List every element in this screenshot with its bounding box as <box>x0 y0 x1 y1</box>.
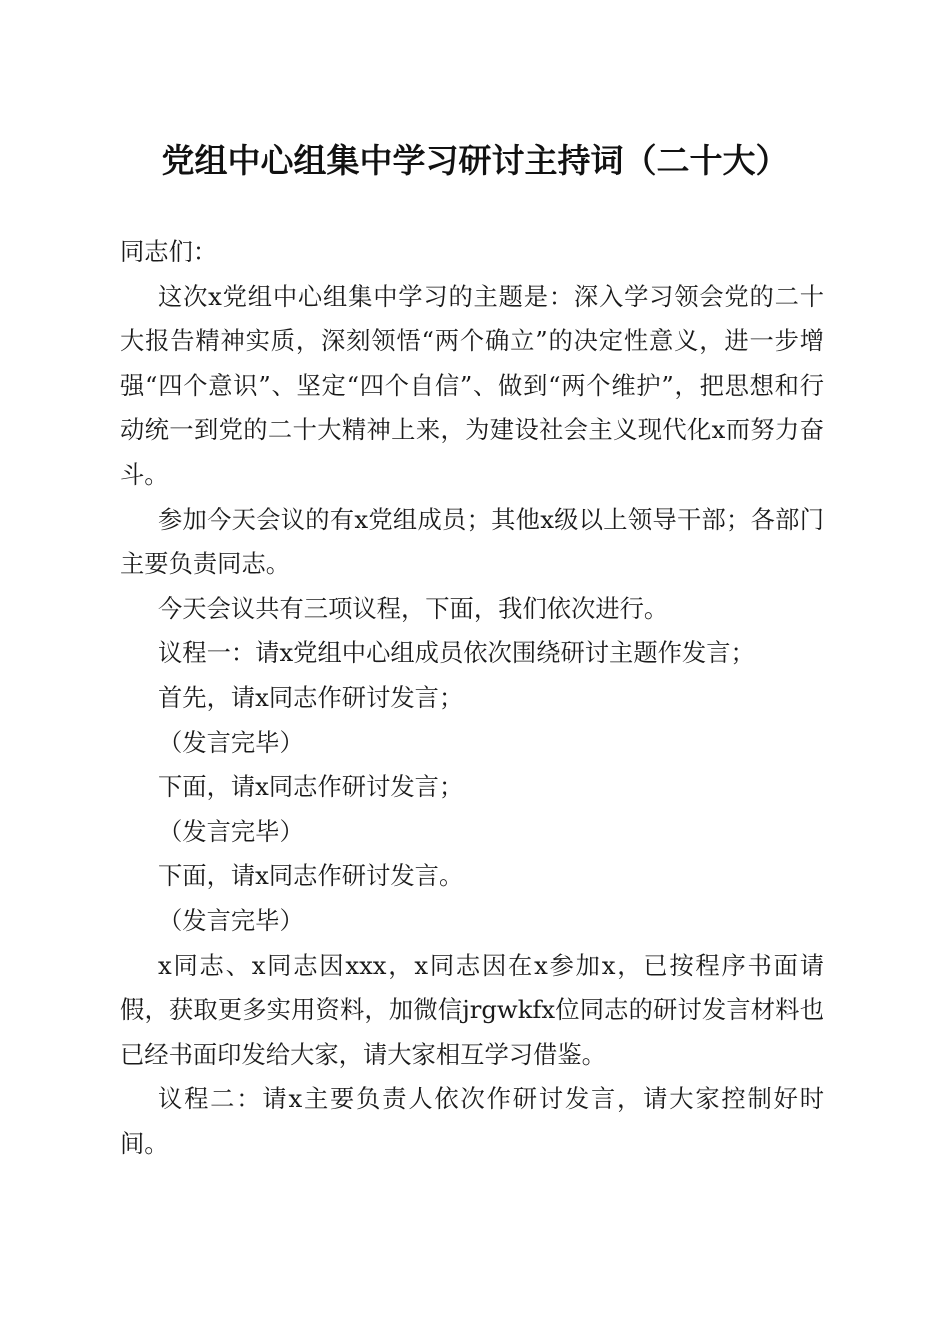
paragraph-next-speaker: 下面，请x同志作研讨发言； <box>158 772 464 802</box>
paragraph-next-speaker: 下面，请x同志作研讨发言。 <box>158 861 464 891</box>
paragraph-agenda-intro: 今天会议共有三项议程，下面，我们依次进行。 <box>158 593 669 623</box>
salutation: 同志们： <box>120 237 218 266</box>
paragraph-speech-done: （发言完毕） <box>158 905 304 935</box>
paragraph-speech-done: （发言完毕） <box>158 816 304 846</box>
paragraph-agenda-one: 议程一：请x党组中心组成员依次围绕研讨主题作发言； <box>158 638 755 668</box>
document-body <box>120 230 824 1166</box>
paragraph-attendees: 参加今天会议的有x党组成员；其他x级以上领导干部；各部门主要负责同志。 <box>120 504 824 579</box>
paragraph-leave-note: x同志、x同志因xxx，x同志因在x参加x，已按程序书面请假，获取更多实用资料，加微信jrgwkfx位同志的研讨发言材料也已经书面印发给大家，请大家相互学习借鉴。 <box>120 950 824 1069</box>
document-title: 党组中心组集中学习研讨主持词（二十大） <box>161 141 789 180</box>
paragraph-first-speaker: 首先，请x同志作研讨发言； <box>158 682 464 712</box>
paragraph-agenda-two: 议程二：请x主要负责人依次作研讨发言，请大家控制好时间。 <box>120 1084 824 1158</box>
paragraph-theme: 这次x党组中心组集中学习的主题是：深入学习领会党的二十大报告精神实质，深刻领悟“两个确立”的决定性意义，进一步增强“四个意识”、坚定“四个自信”、做到“两个维护”，把思想和行动统一到党的二十大精神上来，为建设社会主义现代化x而努力奋斗。 <box>120 281 824 489</box>
paragraph-speech-done: （发言完毕） <box>158 727 304 757</box>
